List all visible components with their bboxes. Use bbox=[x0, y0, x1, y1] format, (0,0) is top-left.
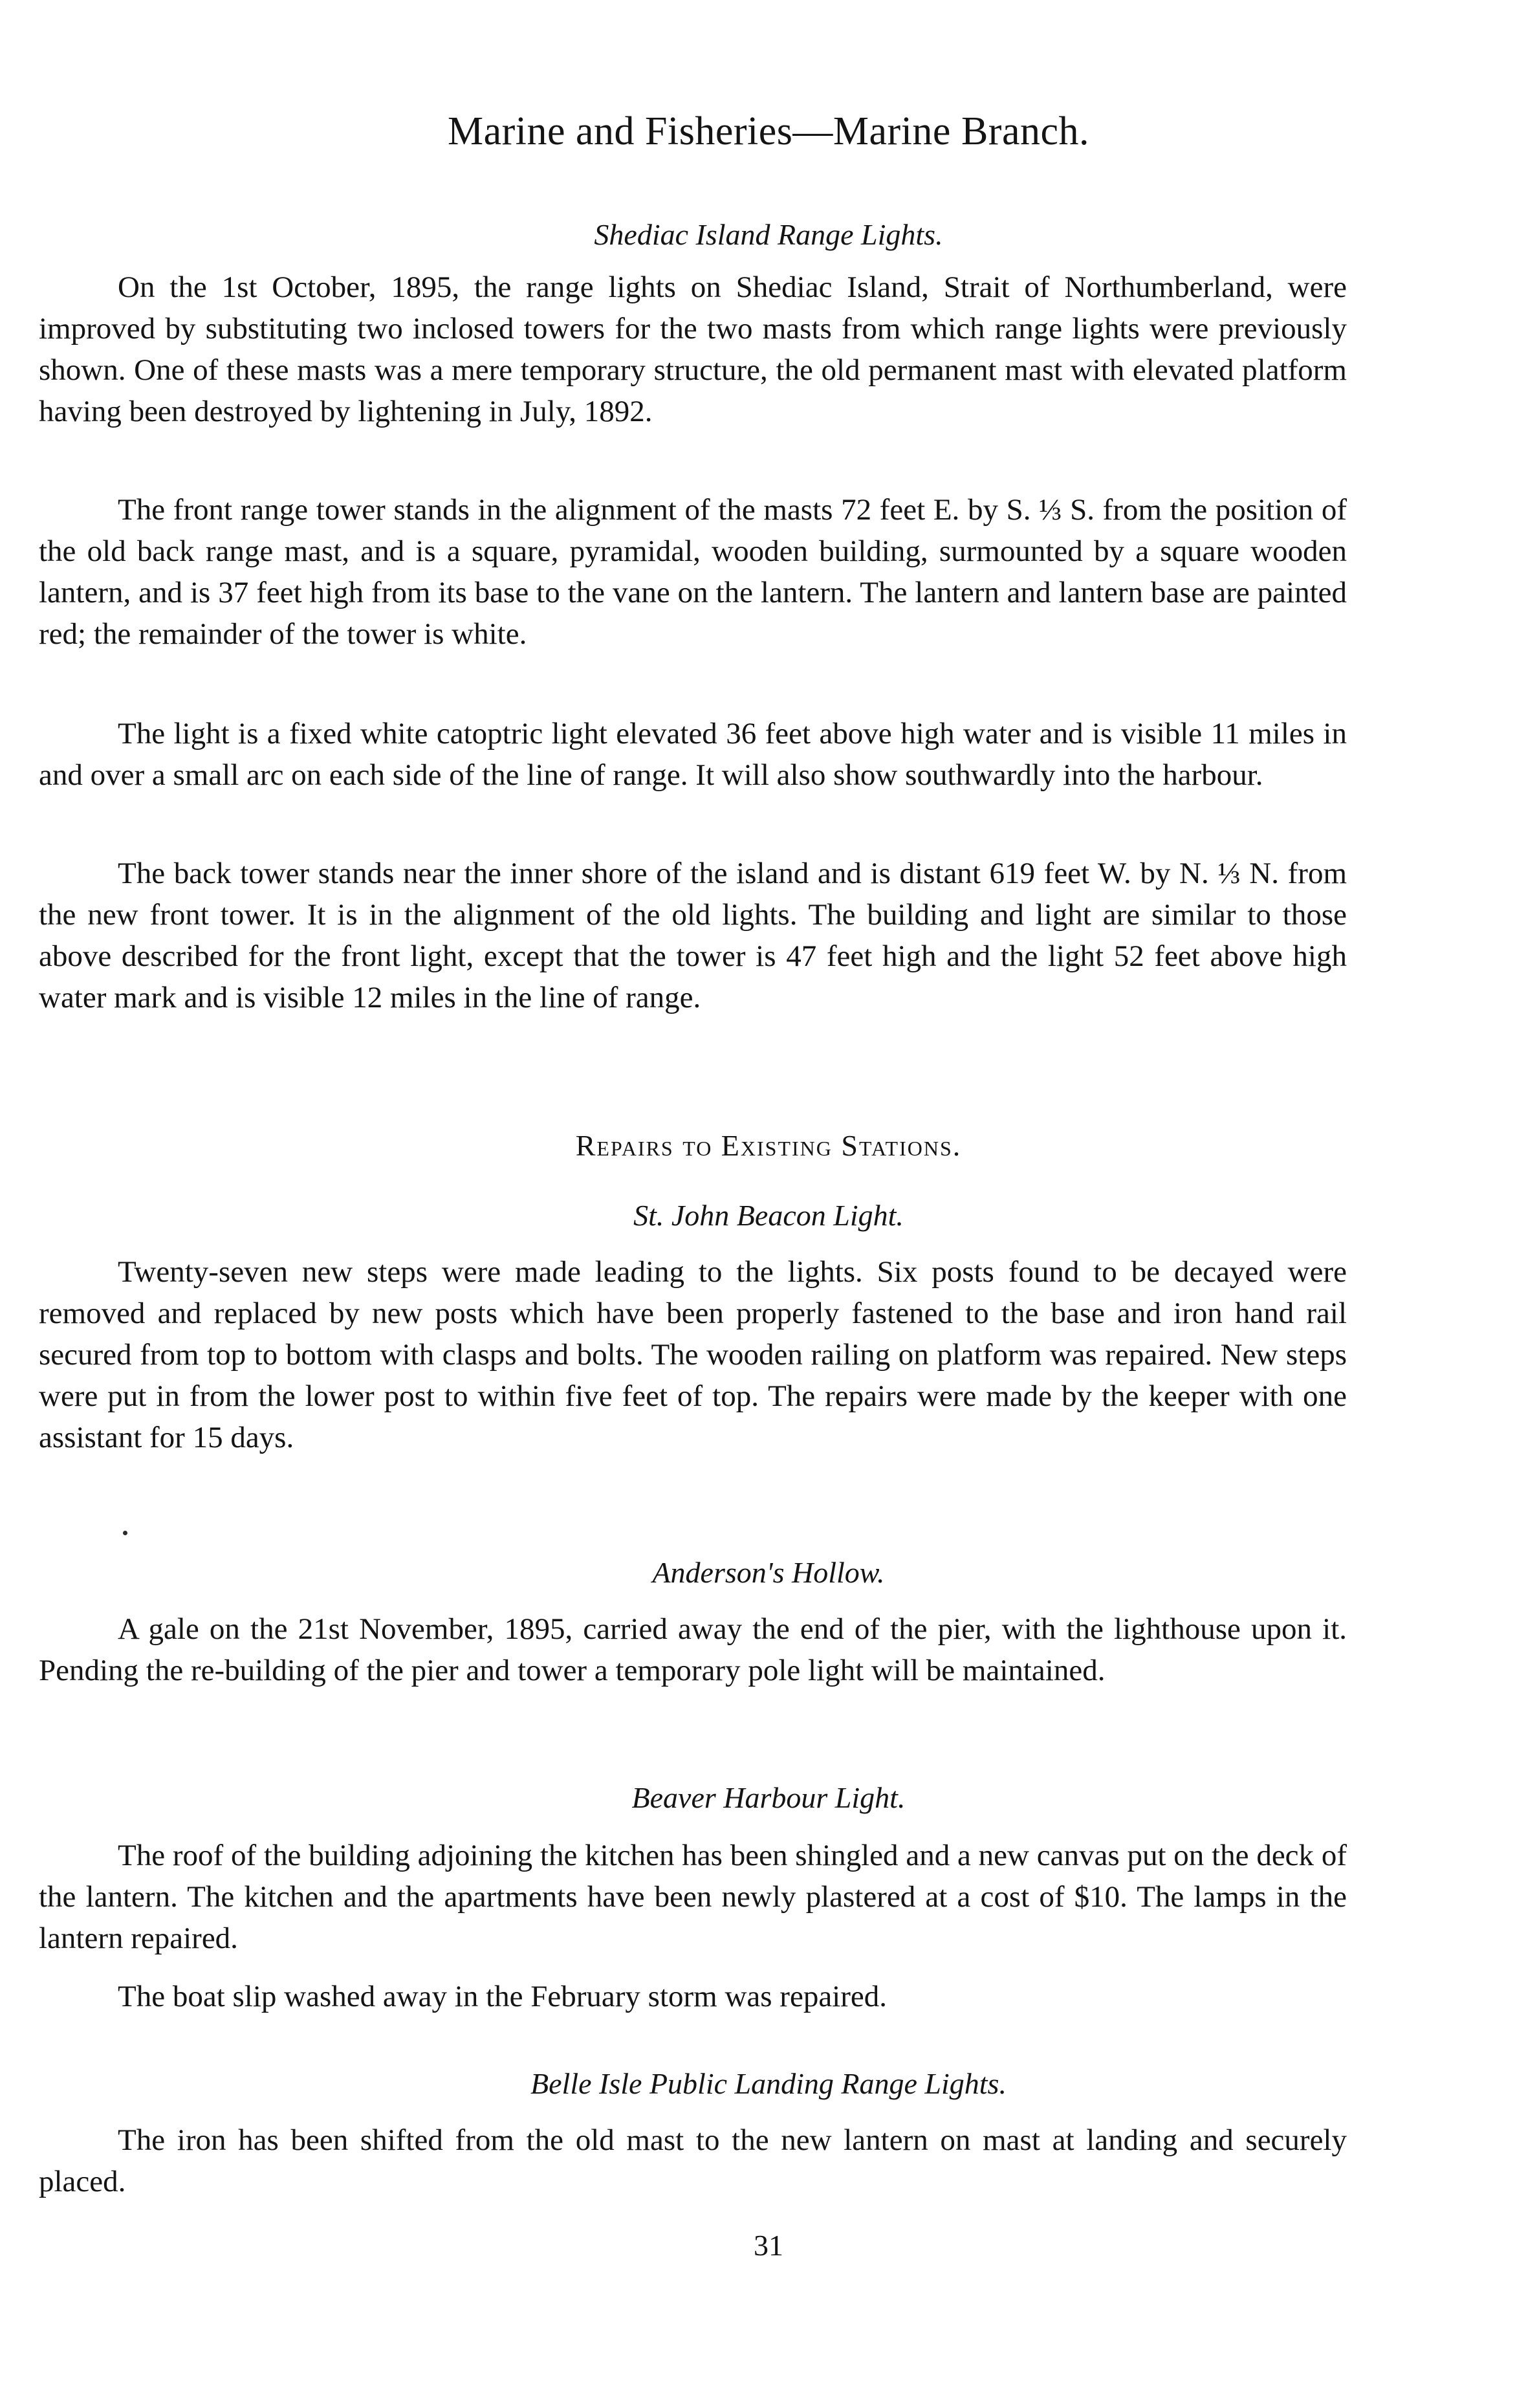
paragraph: The roof of the building adjoining the kitchen has been shingled and a new canvas put on the deck of the lantern. The kitchen and the apartments have been newly plastered at a cost of $10. The lamps in the lantern repaired. bbox=[39, 1839, 1347, 1955]
paragraph: The boat slip washed away in the February storm was repaired. bbox=[118, 1980, 887, 2013]
section-title-belle-isle: Belle Isle Public Landing Range Lights. bbox=[530, 2067, 1007, 2100]
page-number: 31 bbox=[754, 2229, 783, 2262]
paragraph: The iron has been shifted from the old mast to the new lantern on mast at landing and securely placed. bbox=[39, 2123, 1347, 2198]
section-title-andersons-hollow: Anderson's Hollow. bbox=[652, 1556, 885, 1589]
section-title-beaver-harbour: Beaver Harbour Light. bbox=[631, 1781, 906, 1814]
section-title-st-john: St. John Beacon Light. bbox=[633, 1199, 904, 1232]
paragraph: A gale on the 21st November, 1895, carried away the end of the pier, with the lighthouse upon it. Pending the re-building of the pier and tower a temporary pole light will be maintained. bbox=[39, 1612, 1347, 1687]
section-title-shediac: Shediac Island Range Lights. bbox=[594, 218, 943, 251]
ink-speck bbox=[123, 1531, 127, 1535]
section-title-repairs: Repairs to Existing Stations. bbox=[575, 1129, 962, 1162]
paragraph: The back tower stands near the inner shore of the island and is distant 619 feet W. by N. ⅓ N. from the new front tower. It is in the alignment of the old lights. The building and light are similar to those above described for the front light, except that the tower is 47 feet high and the light 52 feet above high water mark and is visible 12 miles in the line of range. bbox=[39, 857, 1347, 1014]
running-header: Marine and Fisheries—Marine Branch. bbox=[447, 109, 1089, 153]
paragraph: On the 1st October, 1895, the range lights on Shediac Island, Strait of Northumberland, were improved by substituting two inclosed towers for the two masts from which range lights were previously shown. One of these masts was a mere temporary structure, the old permanent mast with elevated platform having been destroyed by lightening in July, 1892. bbox=[39, 270, 1347, 428]
paragraph: The light is a fixed white catoptric light elevated 36 feet above high water and is visible 11 miles in and over a small arc on each side of the line of range. It will also show southwardly into the harbour. bbox=[39, 717, 1347, 792]
paragraph: The front range tower stands in the alignment of the masts 72 feet E. by S. ⅓ S. from the position of the old back range mast, and is a square, pyramidal, wooden building, surmounted by a square wooden lantern, and is 37 feet high from its base to the vane on the lantern. The lantern and lantern base are painted red; the remainder of the tower is white. bbox=[39, 493, 1347, 651]
paragraph: Twenty-seven new steps were made leading to the lights. Six posts found to be decayed were removed and replaced by new posts which have been properly fastened to the base and iron hand rail secured from top to bottom with clasps and bolts. The wooden railing on platform was repaired. New steps were put in from the lower post to within five feet of top. The repairs were made by the keeper with one assistant for 15 days. bbox=[39, 1255, 1347, 1454]
